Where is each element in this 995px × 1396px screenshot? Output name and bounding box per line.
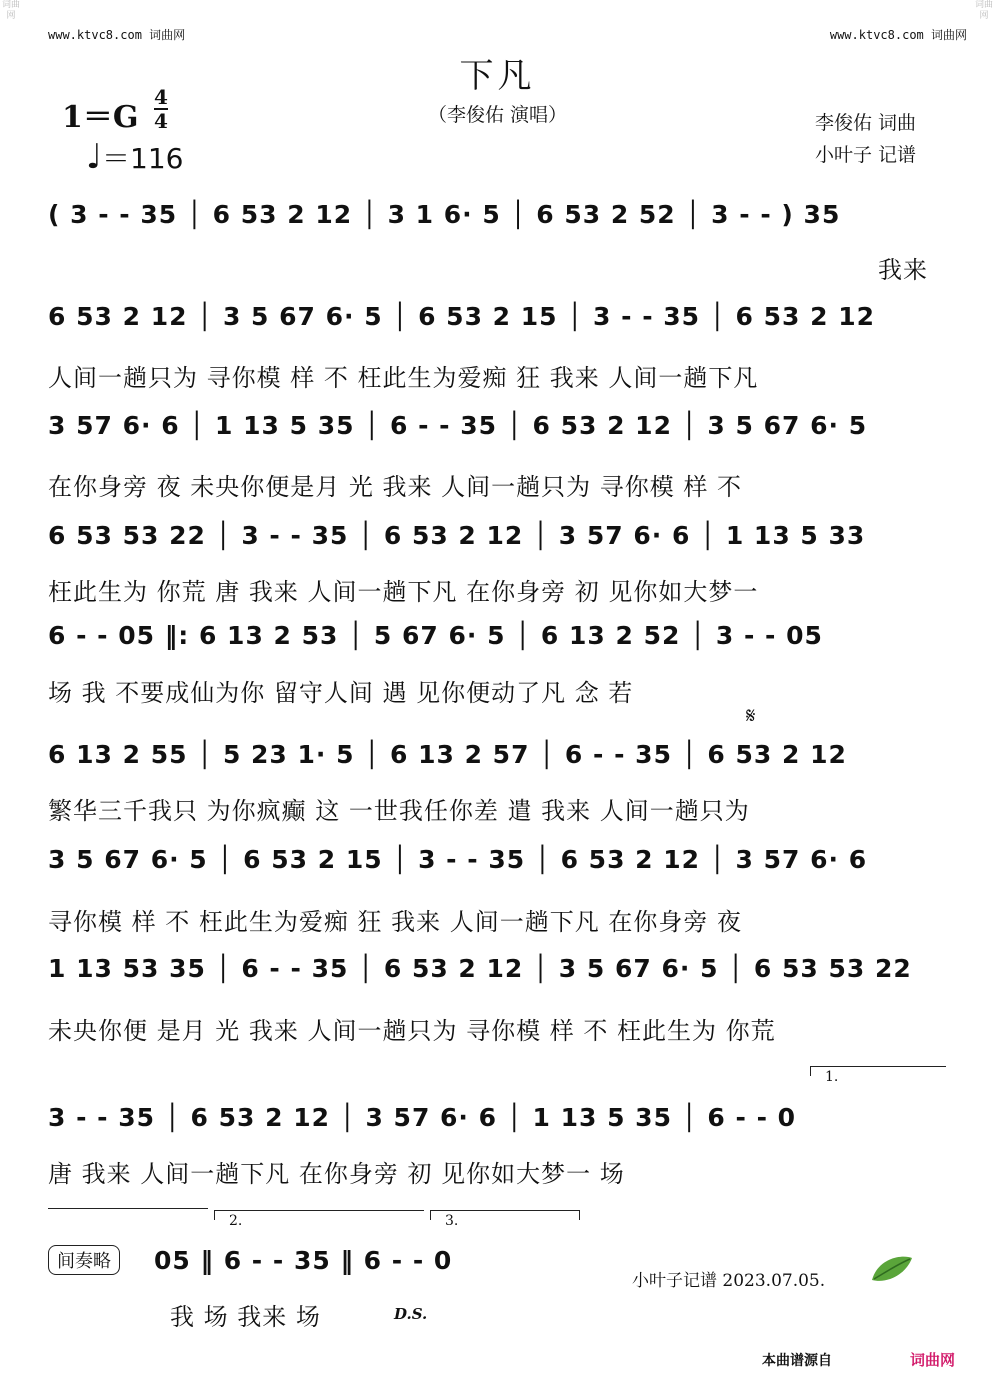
notes: 1 13 53 35 │ 6 - - 35 │ 6 53 2 12 │ 3 5 67 6· 5 │ 6 53 53 22	[48, 954, 912, 983]
leaf-icon	[868, 1252, 916, 1286]
lyric-line: 在你身旁 夜 未央你便是月 光 我来 人间一趟只为 寻你模 样 不	[48, 473, 743, 501]
volta-label: 1.	[825, 1069, 839, 1085]
tempo-value: ＝116	[102, 142, 184, 175]
song-subtitle: （李俊佑 演唱）	[427, 104, 568, 126]
lyric-line: 人间一趟只为 寻你模 样 不 枉此生为爱痴 狂 我来 人间一趟下凡	[48, 364, 759, 392]
dal-segno-mark: D.S.	[394, 1305, 428, 1323]
watermark-text: 词曲网	[975, 0, 993, 21]
song-title: 下凡	[459, 56, 536, 96]
lyric-line: 繁华三千我只 为你疯癫 这 一世我任你差 遣 我来 人间一趟只为	[48, 797, 750, 825]
interlude-note: 间奏略	[48, 1245, 120, 1275]
lyric-line: 寻你模 样 不 枉此生为爱痴 狂 我来 人间一趟下凡 在你身旁 夜	[48, 908, 743, 936]
watermark-left	[2, 0, 20, 1396]
tempo-marking	[86, 137, 184, 177]
lyric-line: 我来	[878, 256, 928, 284]
score-row	[154, 1246, 594, 1275]
score-row	[48, 954, 946, 983]
footer-source-label: 本曲谱源自	[762, 1353, 832, 1369]
divider	[48, 1208, 208, 1209]
volta-3	[430, 1210, 580, 1229]
key-signature: 1＝G	[62, 100, 139, 135]
score-row	[48, 740, 946, 769]
notes: 05 ‖ 6 - - 35 ‖ 6 - - 0	[154, 1246, 453, 1275]
score-row	[48, 1103, 946, 1132]
volta-1	[810, 1066, 946, 1085]
volta-2	[214, 1210, 424, 1229]
notes: 6 53 53 22 │ 3 - - 35 │ 6 53 2 12 │ 3 57 6· 6 │ 1 13 5 33	[48, 521, 866, 550]
lyric-line: 未央你便 是月 光 我来 人间一趟只为 寻你模 样 不 枉此生为 你荒	[48, 1017, 776, 1045]
score-row	[48, 302, 946, 331]
credit-transcriber: 小叶子 记谱	[815, 144, 917, 166]
notes: 6 53 2 12 │ 3 5 67 6· 5 │ 6 53 2 15 │ 3 - - 35 │ 6 53 2 12	[48, 302, 876, 331]
site-link-right[interactable]: www.ktvc8.com 词曲网	[829, 28, 967, 42]
score-row	[48, 411, 946, 440]
segno-sign: 𝄋	[746, 704, 756, 729]
time-top: 4	[154, 85, 168, 109]
lyric-line: 唐 我来 人间一趟下凡 在你身旁 初 见你如大梦一 场	[48, 1160, 625, 1188]
lyric-line: 场 我 不要成仙为你 留守人间 遇 见你便动了凡 念 若	[48, 679, 634, 707]
transcriber-signature: 小叶子记谱 2023.07.05.	[632, 1271, 826, 1291]
score-row	[48, 621, 946, 650]
watermark-right	[975, 0, 993, 1396]
lyric-line: 我 场 我来 场	[170, 1303, 321, 1331]
footer-site-link[interactable]: 词曲网	[910, 1351, 956, 1369]
lyric-line: 枉此生为 你荒 唐 我来 人间一趟下凡 在你身旁 初 见你如大梦一	[48, 578, 759, 606]
time-bottom: 4	[154, 109, 168, 133]
watermark-text: 词曲网	[2, 0, 20, 21]
score-row	[48, 521, 946, 550]
credit-composer: 李俊佑 词曲	[815, 112, 917, 134]
notes: ( 3 - - 35 │ 6 53 2 12 │ 3 1 6· 5 │ 6 53 2 52 │ 3 - - ) 35	[48, 200, 841, 229]
score-row	[48, 845, 946, 874]
notes: 3 57 6· 6 │ 1 13 5 35 │ 6 - - 35 │ 6 53 2 12 │ 3 5 67 6· 5	[48, 411, 868, 440]
notes: 3 5 67 6· 5 │ 6 53 2 15 │ 3 - - 35 │ 6 53 2 12 │ 3 57 6· 6	[48, 845, 868, 874]
volta-label: 2.	[229, 1213, 243, 1229]
quarter-note-icon: ♩	[86, 137, 103, 177]
site-link-left[interactable]: www.ktvc8.com 词曲网	[48, 28, 186, 42]
score-row	[48, 200, 946, 229]
notes: 3 - - 35 │ 6 53 2 12 │ 3 57 6· 6 │ 1 13 5 35 │ 6 - - 0	[48, 1103, 797, 1132]
time-signature	[154, 86, 168, 132]
notes: 6 13 2 55 │ 5 23 1· 5 │ 6 13 2 57 │ 6 - - 35 │ 6 53 2 12	[48, 740, 847, 769]
volta-label: 3.	[445, 1213, 459, 1229]
notes: 6 - - 05 ‖: 6 13 2 53 │ 5 67 6· 5 │ 6 13 2 52 │ 3 - - 05	[48, 621, 823, 650]
